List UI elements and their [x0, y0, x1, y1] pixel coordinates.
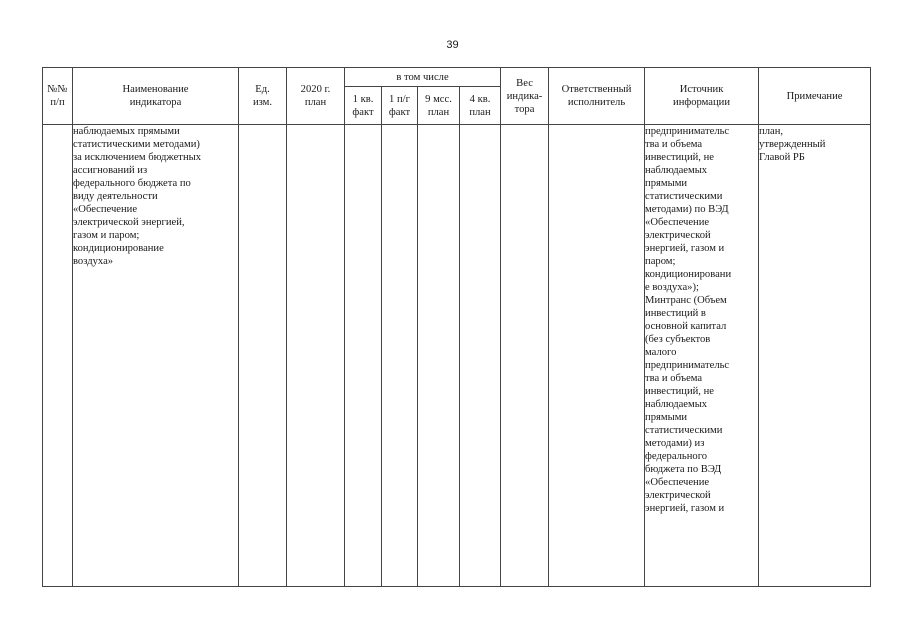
cell-q1-fact: [345, 125, 382, 587]
header-q1-fact: 1 кв. факт: [345, 87, 382, 125]
cell-responsible: [549, 125, 645, 587]
header-num: №№ п/п: [43, 68, 73, 125]
header-row-top: [43, 68, 871, 87]
cell-unit: [239, 125, 287, 587]
cell-source: предпринимательс тва и объема инвестиций, не наблюдаемых прямыми статистическими методами) по ВЭД «Обеспечение электрической энергией, газом и паром; кондиционировани е воздуха»); Минтранс (Объем инвестиций в основной капитал (без субъектов малого предпринимательс тва и объема инвестиций, не наблюдаемых прямыми статистическими методами) из федерального бюджета по ВЭД «Обеспечение электрической энергией, газом и: [645, 125, 759, 587]
cell-9m-plan: [418, 125, 460, 587]
header-including: в том числе: [345, 68, 501, 87]
header-h1-fact: 1 п/г факт: [382, 87, 418, 125]
cell-note: план, утвержденный Главой РБ: [759, 125, 871, 587]
header-q4-plan: 4 кв. план: [460, 87, 501, 125]
table-row: [43, 125, 871, 587]
cell-plan-2020: [287, 125, 345, 587]
header-responsible: Ответственный исполнитель: [549, 68, 645, 125]
cell-indicator-name: наблюдаемых прямыми статистическими методами) за исключением бюджетных ассигнований из федерального бюджета по виду деятельности «Обеспечение электрической энергией, газом и паром; кондиционирование воздуха»: [73, 125, 239, 587]
header-9m-plan: 9 мсс. план: [418, 87, 460, 125]
header-unit: Ед. изм.: [239, 68, 287, 125]
cell-q4-plan: [460, 125, 501, 587]
header-plan-2020: 2020 г. план: [287, 68, 345, 125]
header-weight: Вес индика- тора: [501, 68, 549, 125]
cell-h1-fact: [382, 125, 418, 587]
header-source: Источник информации: [645, 68, 759, 125]
header-note: Примечание: [759, 68, 871, 125]
indicator-table: [42, 67, 871, 587]
header-indicator-name: Наименование индикатора: [73, 68, 239, 125]
cell-weight: [501, 125, 549, 587]
page-number: 39: [446, 39, 459, 51]
cell-num: [43, 125, 73, 587]
